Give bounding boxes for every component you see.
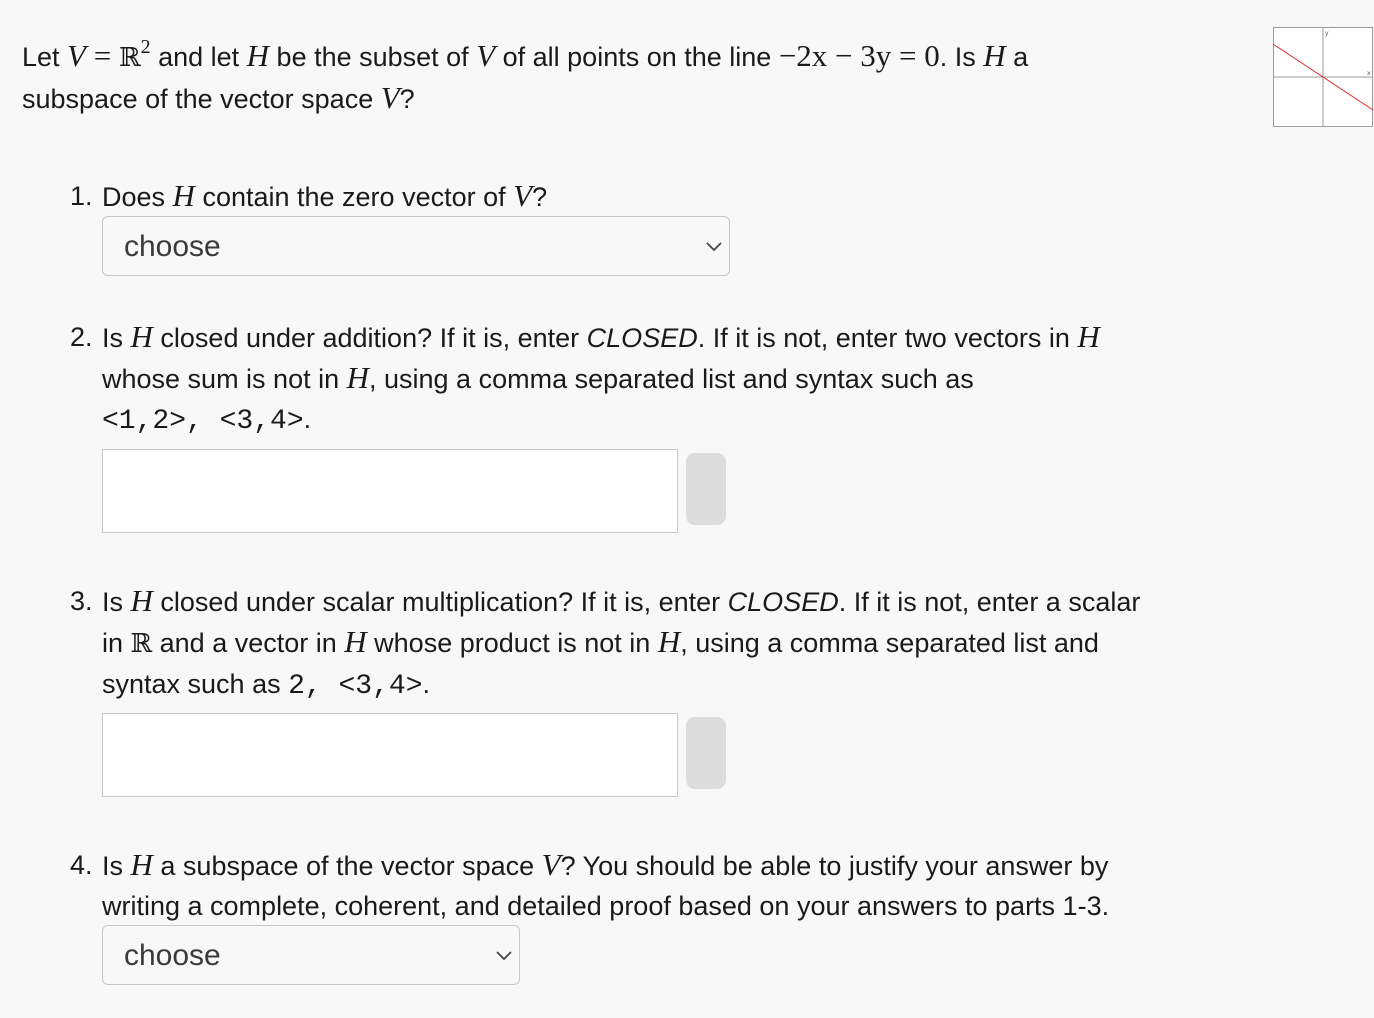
graph-x-axis-label: x (1367, 70, 1371, 77)
math-V: V (476, 38, 496, 73)
chevron-down-icon (705, 237, 723, 255)
text: . If it is not, enter a scalar (838, 587, 1141, 617)
question-2 (70, 317, 1270, 442)
text: and a vector in (152, 628, 345, 658)
math-H: H (983, 38, 1006, 73)
text: whose product is not in (366, 628, 658, 658)
question-3-text (102, 581, 1232, 707)
question-2-text (102, 317, 1232, 442)
closed-keyword: CLOSED (586, 323, 698, 353)
question-4-line-2 (102, 886, 1232, 926)
text: , using a comma separated list and syntax such as (369, 364, 974, 394)
math-equals: = (85, 38, 119, 73)
text: Is (102, 323, 131, 353)
text: Let (22, 42, 68, 72)
question-4-text (102, 845, 1232, 926)
math-H: H (246, 38, 270, 73)
question-2-line-3 (102, 399, 1232, 442)
closed-keyword: CLOSED (727, 587, 839, 617)
question-1-text (102, 176, 1232, 217)
math-H: H (130, 847, 153, 882)
math-reals: ℝ (118, 43, 141, 73)
text: . If it is not, enter two vectors in (697, 323, 1078, 353)
syntax-example: <1,2>, <3,4> (102, 406, 304, 437)
line-graph-thumbnail[interactable] (1273, 27, 1373, 127)
answer-3-preview-button[interactable] (686, 717, 726, 789)
question-1 (70, 176, 1270, 217)
question-number: 3. (70, 586, 93, 616)
question-3 (70, 581, 1270, 707)
question-3-line-1 (102, 581, 1232, 622)
text: a subspace of the vector space (152, 851, 542, 881)
text: Does (102, 182, 173, 212)
math-line-equation: −2x − 3y = 0 (778, 38, 940, 73)
question-number: 4. (70, 850, 93, 880)
answer-1-select-value: choose (124, 230, 221, 263)
syntax-example: 2, <3,4> (288, 671, 423, 702)
math-H: H (130, 319, 153, 354)
text: in (102, 628, 131, 658)
question-4 (70, 845, 1270, 926)
math-H: H (344, 624, 367, 659)
math-H: H (130, 583, 153, 618)
text: subspace of the vector space (22, 84, 381, 114)
answer-4-select-value: choose (124, 939, 221, 972)
answer-4-select[interactable] (102, 925, 520, 985)
text: writing a complete, coherent, and detailed proof based on your answers to parts 1-3. (102, 891, 1110, 921)
answer-1-select[interactable] (102, 216, 730, 276)
text: . (422, 669, 431, 699)
text: syntax such as (102, 669, 289, 699)
math-H: H (657, 624, 681, 659)
text: Is (102, 851, 131, 881)
text: , using a comma separated list and (680, 628, 1099, 658)
question-3-line-2 (102, 622, 1232, 664)
graph-y-axis-label: y (1325, 30, 1329, 37)
math-exponent: 2 (140, 36, 151, 58)
question-2-line-1 (102, 317, 1232, 358)
problem-statement-line-1 (22, 27, 1202, 78)
text: closed under scalar multiplication? If it is, enter (152, 587, 728, 617)
text: and let (150, 42, 247, 72)
text: . (303, 404, 312, 434)
question-2-line-2 (102, 358, 1232, 399)
question-4-line-1 (102, 845, 1232, 886)
chevron-down-icon (495, 946, 513, 964)
problem-statement (22, 27, 1202, 119)
text: closed under addition? If it is, enter (152, 323, 587, 353)
math-reals: ℝ (130, 629, 153, 659)
text: of all points on the line (495, 42, 779, 72)
math-H: H (172, 178, 195, 213)
text: whose sum is not in (102, 364, 347, 394)
problem-statement-line-2 (22, 78, 1202, 119)
text: ? (399, 84, 415, 114)
math-H: H (1077, 319, 1100, 354)
answer-3-input[interactable] (102, 713, 678, 797)
text: contain the zero vector of (194, 182, 514, 212)
answer-2-preview-button[interactable] (686, 453, 726, 525)
text: ? (532, 182, 548, 212)
question-number: 1. (70, 181, 93, 211)
text: Is (102, 587, 131, 617)
question-3-line-3 (102, 664, 1232, 707)
text: ? You should be able to justify your answer by (560, 851, 1109, 881)
question-number: 2. (70, 322, 93, 352)
math-V: V (513, 178, 533, 213)
math-V: V (541, 847, 561, 882)
answer-2-input[interactable] (102, 449, 678, 533)
math-V: V (380, 80, 400, 115)
text: . Is (939, 42, 984, 72)
math-V: V (67, 38, 86, 73)
math-H: H (346, 360, 369, 395)
text: be the subset of (269, 42, 477, 72)
text: a (1005, 42, 1029, 72)
